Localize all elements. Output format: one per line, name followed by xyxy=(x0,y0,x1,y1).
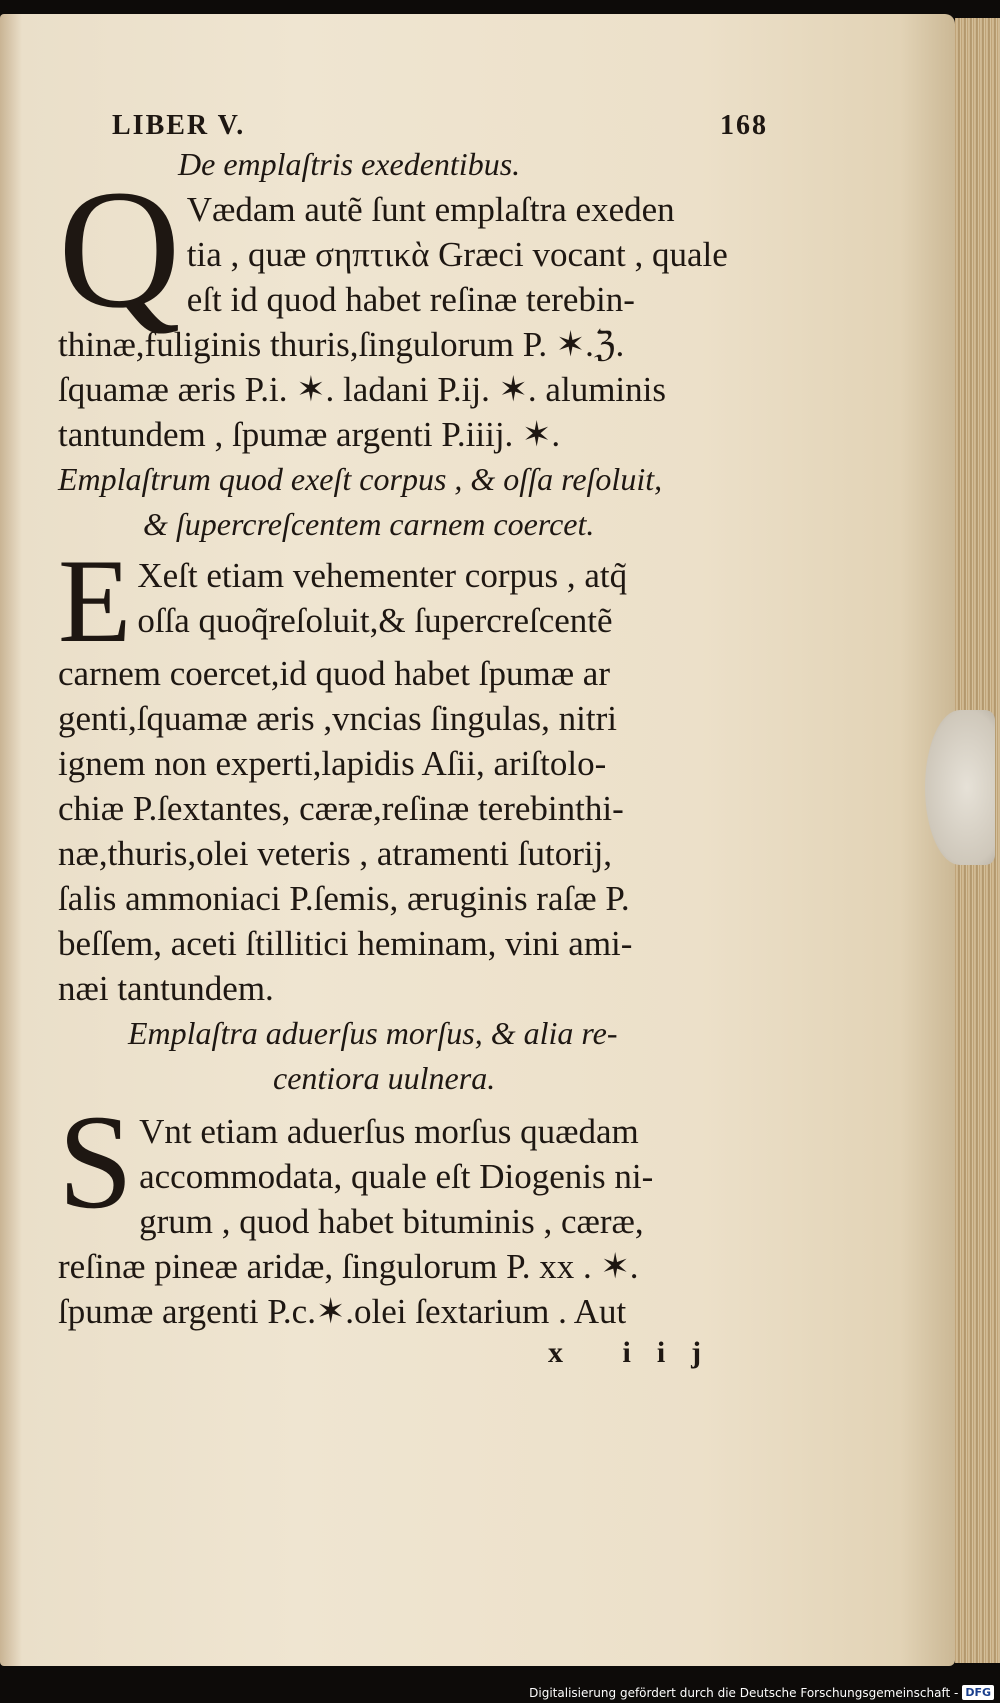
section-heading: & ſupercreſcentem carnem coercet. xyxy=(143,506,595,542)
text-line: reſinæ pineæ aridæ, ſingulorum P. xx . ✶. xyxy=(58,1247,639,1286)
text-line: eſt id quod habet reſinæ terebin- xyxy=(186,280,635,319)
credit-text: Digitalisierung gefördert durch die Deutsche Forschungsgemeinschaft - xyxy=(529,1685,959,1700)
section-heading: Emplaſtra aduerſus morſus, & alia re- xyxy=(128,1015,618,1051)
text-line: Vædam autẽ ſunt emplaſtra exeden xyxy=(186,190,675,229)
drop-cap: S xyxy=(58,1109,134,1237)
text-line: beſſem, aceti ſtillitici heminam, vini ami- xyxy=(58,924,633,963)
text-line: carnem coercet,id quod habet ſpumæ ar xyxy=(58,654,611,693)
text-line: chiæ P.ſextantes, cæræ,reſinæ terebinthi- xyxy=(58,789,624,828)
section-heading: Emplaſtrum quod exeſt corpus , & oſſa reſoluit, xyxy=(58,461,663,497)
text-line: Xeſt etiam vehementer corpus , atq̃ xyxy=(137,556,628,595)
text-line: thinæ,fuliginis thuris,ſingulorum P. ✶.ℨ. xyxy=(58,325,625,364)
drop-cap: E xyxy=(58,553,132,667)
signature-mark: x iij xyxy=(548,1336,728,1369)
text-line: grum , quod habet bituminis , cæræ, xyxy=(139,1202,644,1241)
text-line: genti,ſquamæ æris ,vncias ſingulas, nitri xyxy=(58,699,617,738)
text-line: accommodata, quale eſt Diogenis ni- xyxy=(139,1157,654,1196)
running-header xyxy=(58,110,768,142)
text-line: oſſa quoq̃reſoluit,& ſupercreſcentẽ xyxy=(137,601,613,640)
text-line: ſpumæ argenti P.c.✶.olei ſextarium . Aut xyxy=(58,1292,627,1331)
section-heading: De emplaſtris exedentibus. xyxy=(178,146,521,182)
text-line: ignem non experti,lapidis Aſii, ariſtolo- xyxy=(58,744,607,783)
text-line: Vnt etiam aduerſus morſus quædam xyxy=(139,1112,639,1151)
text-line: næi tantundem. xyxy=(58,969,274,1008)
page-number: 168 xyxy=(720,110,768,141)
text-line: tantundem , ſpumæ argenti P.iiij. ✶. xyxy=(58,415,561,454)
paragraph xyxy=(58,553,768,1011)
text-line: tia , quæ σηπτικὰ Græci vocant , quale xyxy=(186,235,728,274)
book-page xyxy=(0,14,955,1666)
text-line: næ,thuris,olei veteris , atramenti ſutorij, xyxy=(58,834,613,873)
drop-cap: Q xyxy=(58,187,181,343)
paragraph xyxy=(58,187,768,457)
text-line: ſalis ammoniaci P.ſemis, æruginis raſæ P. xyxy=(58,879,630,918)
paragraph xyxy=(58,1109,768,1334)
section-heading: centiora uulnera. xyxy=(273,1060,496,1096)
text-line: ſquamæ æris P.i. ✶. ladani P.ij. ✶. aluminis xyxy=(58,370,666,409)
page-text xyxy=(58,110,768,1370)
paper-clip xyxy=(925,710,995,865)
dfg-logo: DFG xyxy=(962,1685,994,1700)
book-title: LIBER V. xyxy=(112,110,246,141)
digitization-credit xyxy=(529,1685,994,1700)
